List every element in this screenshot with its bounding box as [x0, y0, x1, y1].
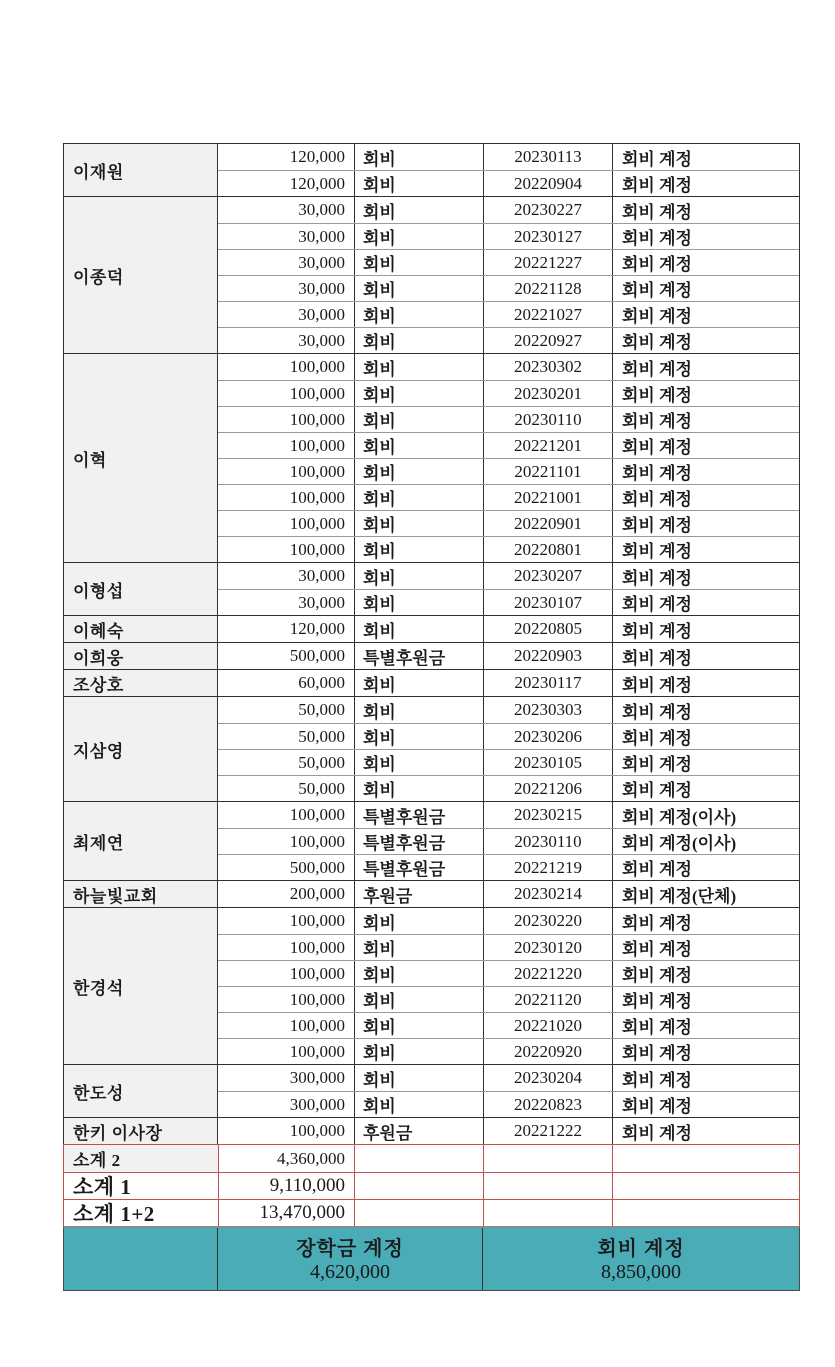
donor-group: [64, 353, 799, 562]
account-cell: 회비 계정: [612, 328, 799, 353]
payment-row: [218, 854, 799, 880]
date-cell: 20230227: [483, 197, 612, 223]
type-cell: 회비: [354, 485, 483, 510]
type-cell: 회비: [354, 1039, 483, 1064]
donor-group-rows: [218, 616, 799, 642]
account-cell: 회비 계정: [612, 485, 799, 510]
amount-cell: 50,000: [298, 778, 345, 798]
amount-cell: 100,000: [289, 911, 345, 930]
subtotal-empty-cell: [483, 1200, 612, 1226]
payment-row: [218, 380, 799, 406]
donor-group-rows: [218, 670, 799, 696]
type-cell: 회비: [354, 250, 483, 275]
date-cell: 20221219: [483, 855, 612, 880]
amount-cell: 30,000: [298, 252, 345, 272]
donor-name-cell: 하늘빛교회: [64, 881, 218, 907]
payment-row: [218, 249, 799, 275]
donor-group: [64, 1064, 799, 1117]
donor-group-rows: [218, 802, 799, 880]
type-cell: 회비: [354, 724, 483, 749]
date-cell: 20230214: [483, 881, 612, 907]
amount-cell: 100,000: [289, 1041, 345, 1061]
donor-group: [64, 907, 799, 1064]
subtotal-label: 소계 1+2: [73, 1202, 155, 1226]
donor-group: [64, 642, 799, 669]
account-cell: 회비 계정: [612, 537, 799, 562]
amount-cell: 200,000: [289, 884, 345, 903]
amount-cell: 100,000: [289, 435, 345, 455]
donor-group-rows: [218, 1118, 799, 1144]
account-cell: 회비 계정: [612, 511, 799, 536]
payment-row: [218, 170, 799, 196]
type-cell: 회비: [354, 171, 483, 196]
type-cell: 후원금: [354, 881, 483, 907]
donor-name-cell: 이재원: [64, 144, 218, 196]
account-cell: 회비 계정: [612, 1013, 799, 1038]
type-cell: 회비: [354, 935, 483, 960]
date-cell: 20221027: [483, 302, 612, 327]
type-cell: 회비: [354, 1013, 483, 1038]
donor-name-cell: 이희웅: [64, 643, 218, 669]
amount-cell: 100,000: [289, 513, 345, 533]
payment-row: [218, 354, 799, 380]
date-cell: 20220904: [483, 171, 612, 196]
account-cell: 회비 계정: [612, 961, 799, 986]
payment-row: [218, 697, 799, 723]
payment-row: [218, 670, 799, 696]
date-cell: 20220927: [483, 328, 612, 353]
account-cell: 회비 계정: [612, 250, 799, 275]
date-cell: 20230204: [483, 1065, 612, 1091]
amount-cell: 30,000: [298, 278, 345, 298]
account-cell: 회비 계정: [612, 670, 799, 696]
subtotal-row: [64, 1172, 799, 1199]
amount-cell: 30,000: [298, 304, 345, 324]
payment-row: [218, 589, 799, 615]
date-cell: 20221222: [483, 1118, 612, 1144]
subtotal-empty-cell: [612, 1200, 799, 1226]
scholarship-account-summary: [218, 1228, 483, 1290]
date-cell: 20230127: [483, 224, 612, 249]
account-cell: 회비 계정: [612, 643, 799, 669]
type-cell: 회비: [354, 302, 483, 327]
account-cell: 회비 계정: [612, 381, 799, 406]
type-cell: 특별후원금: [354, 829, 483, 854]
scholarship-account-amount: 4,620,000: [310, 1261, 390, 1283]
subtotal-empty-cell: [354, 1173, 483, 1199]
amount-cell: 100,000: [289, 461, 345, 481]
payment-row: [218, 301, 799, 327]
account-cell: 회비 계정: [612, 563, 799, 589]
donor-group: [64, 196, 799, 353]
subtotal-amount: 9,110,000: [218, 1173, 354, 1199]
donor-group: [64, 801, 799, 880]
ledger-sheet: [63, 143, 800, 1291]
payment-row: [218, 986, 799, 1012]
membership-account-label: 회비 계정: [597, 1238, 685, 1260]
amount-cell: 100,000: [289, 383, 345, 403]
account-cell: 회비 계정(이사): [612, 802, 799, 828]
amount-cell: 100,000: [289, 963, 345, 983]
type-cell: 회비: [354, 670, 483, 696]
type-cell: 회비: [354, 987, 483, 1012]
date-cell: 20230206: [483, 724, 612, 749]
type-cell: 회비: [354, 697, 483, 723]
payment-row: [218, 934, 799, 960]
account-cell: 회비 계정: [612, 724, 799, 749]
donor-group-rows: [218, 881, 799, 907]
amount-cell: 50,000: [298, 726, 345, 746]
account-cell: 회비 계정: [612, 935, 799, 960]
account-cell: 회비 계정: [612, 616, 799, 642]
payment-row: [218, 643, 799, 669]
donor-group: [64, 696, 799, 801]
donor-table: [63, 143, 800, 1144]
donor-group-rows: [218, 144, 799, 196]
date-cell: 20230110: [483, 407, 612, 432]
date-cell: 20221220: [483, 961, 612, 986]
amount-cell: 30,000: [298, 226, 345, 246]
payment-row: [218, 406, 799, 432]
payment-row: [218, 275, 799, 301]
account-cell: 회비 계정: [612, 1039, 799, 1064]
payment-row: [218, 510, 799, 536]
payment-row: [218, 1038, 799, 1064]
date-cell: 20220823: [483, 1092, 612, 1117]
account-cell: 회비 계정: [612, 750, 799, 775]
type-cell: 회비: [354, 563, 483, 589]
type-cell: 회비: [354, 511, 483, 536]
donor-name-cell: 지삼영: [64, 697, 218, 801]
type-cell: 회비: [354, 908, 483, 934]
payment-row: [218, 802, 799, 828]
type-cell: 회비: [354, 590, 483, 615]
amount-cell: 60,000: [298, 673, 345, 692]
account-cell: 회비 계정: [612, 433, 799, 458]
amount-cell: 50,000: [298, 700, 345, 719]
donor-group-rows: [218, 197, 799, 353]
account-cell: 회비 계정: [612, 1118, 799, 1144]
account-cell: 회비 계정(이사): [612, 829, 799, 854]
date-cell: 20230117: [483, 670, 612, 696]
payment-row: [218, 144, 799, 170]
account-cell: 회비 계정: [612, 776, 799, 801]
type-cell: 회비: [354, 1065, 483, 1091]
donor-name-cell: 이형섭: [64, 563, 218, 615]
subtotal-amount: 13,470,000: [218, 1200, 354, 1226]
donor-name-cell: 이종덕: [64, 197, 218, 353]
date-cell: 20221020: [483, 1013, 612, 1038]
amount-cell: 100,000: [289, 831, 345, 851]
donor-group-rows: [218, 563, 799, 615]
type-cell: 회비: [354, 276, 483, 301]
date-cell: 20221001: [483, 485, 612, 510]
date-cell: 20220920: [483, 1039, 612, 1064]
date-cell: 20221206: [483, 776, 612, 801]
subtotal-empty-cell: [612, 1145, 799, 1172]
amount-cell: 500,000: [289, 646, 345, 665]
type-cell: 회비: [354, 354, 483, 380]
payment-row: [218, 327, 799, 353]
account-cell: 회비 계정: [612, 590, 799, 615]
subtotal-row: [64, 1199, 799, 1226]
type-cell: 회비: [354, 224, 483, 249]
date-cell: 20230207: [483, 563, 612, 589]
account-cell: 회비 계정: [612, 908, 799, 934]
amount-cell: 100,000: [289, 539, 345, 559]
amount-cell: 120,000: [289, 173, 345, 193]
amount-cell: 30,000: [298, 566, 345, 585]
payment-row: [218, 458, 799, 484]
account-cell: 회비 계정: [612, 197, 799, 223]
date-cell: 20230105: [483, 750, 612, 775]
amount-cell: 100,000: [289, 937, 345, 957]
subtotal-label: 소계 2: [64, 1145, 218, 1172]
amount-cell: 120,000: [289, 147, 345, 166]
account-cell: 회비 계정: [612, 276, 799, 301]
date-cell: 20220901: [483, 511, 612, 536]
payment-row: [218, 616, 799, 642]
account-cell: 회비 계정: [612, 1065, 799, 1091]
subtotal-row: [64, 1145, 799, 1172]
payment-row: [218, 723, 799, 749]
donor-name-cell: 한키 이사장: [64, 1118, 218, 1144]
amount-cell: 30,000: [298, 592, 345, 612]
donor-name-cell: 이혁: [64, 354, 218, 562]
donor-group: [64, 669, 799, 696]
subtotal-section: [63, 1144, 800, 1226]
subtotal-empty-cell: [483, 1173, 612, 1199]
account-cell: 회비 계정: [612, 354, 799, 380]
date-cell: 20230215: [483, 802, 612, 828]
amount-cell: 100,000: [289, 805, 345, 824]
amount-cell: 100,000: [289, 357, 345, 376]
amount-cell: 500,000: [289, 857, 345, 877]
payment-row: [218, 908, 799, 934]
payment-row: [218, 536, 799, 562]
account-cell: 회비 계정: [612, 171, 799, 196]
payment-row: [218, 223, 799, 249]
amount-cell: 100,000: [289, 1015, 345, 1035]
type-cell: 회비: [354, 750, 483, 775]
account-cell: 회비 계정: [612, 987, 799, 1012]
date-cell: 20220805: [483, 616, 612, 642]
account-cell: 회비 계정: [612, 224, 799, 249]
account-summary-footer: [63, 1226, 800, 1291]
account-cell: 회비 계정: [612, 407, 799, 432]
payment-row: [218, 1118, 799, 1144]
subtotal-empty-cell: [483, 1145, 612, 1172]
type-cell: 특별후원금: [354, 802, 483, 828]
subtotal-label: 소계 1: [73, 1175, 132, 1199]
amount-cell: 300,000: [289, 1094, 345, 1114]
date-cell: 20220801: [483, 537, 612, 562]
type-cell: 회비: [354, 961, 483, 986]
type-cell: 회비: [354, 537, 483, 562]
subtotal-empty-cell: [354, 1200, 483, 1226]
summary-blank-cell: [64, 1228, 218, 1290]
donor-group: [64, 562, 799, 615]
date-cell: 20221120: [483, 987, 612, 1012]
account-cell: 회비 계정: [612, 855, 799, 880]
amount-cell: 120,000: [289, 619, 345, 638]
account-cell: 회비 계정: [612, 1092, 799, 1117]
donor-group-rows: [218, 1065, 799, 1117]
amount-cell: 300,000: [289, 1068, 345, 1087]
payment-row: [218, 197, 799, 223]
amount-cell: 100,000: [289, 989, 345, 1009]
account-cell: 회비 계정: [612, 144, 799, 170]
date-cell: 20221128: [483, 276, 612, 301]
type-cell: 회비: [354, 197, 483, 223]
amount-cell: 30,000: [298, 200, 345, 219]
type-cell: 특별후원금: [354, 855, 483, 880]
donor-name-cell: 한경석: [64, 908, 218, 1064]
date-cell: 20230201: [483, 381, 612, 406]
payment-row: [218, 432, 799, 458]
date-cell: 20221101: [483, 459, 612, 484]
amount-cell: 100,000: [289, 1121, 345, 1140]
type-cell: 회비: [354, 407, 483, 432]
payment-row: [218, 1091, 799, 1117]
date-cell: 20230110: [483, 829, 612, 854]
type-cell: 회비: [354, 144, 483, 170]
donor-group: [64, 615, 799, 642]
donor-name-cell: 한도성: [64, 1065, 218, 1117]
donor-group-rows: [218, 643, 799, 669]
date-cell: 20221227: [483, 250, 612, 275]
amount-cell: 100,000: [289, 487, 345, 507]
date-cell: 20230107: [483, 590, 612, 615]
type-cell: 회비: [354, 328, 483, 353]
date-cell: 20230120: [483, 935, 612, 960]
type-cell: 회비: [354, 433, 483, 458]
type-cell: 회비: [354, 776, 483, 801]
type-cell: 회비: [354, 381, 483, 406]
payment-row: [218, 828, 799, 854]
amount-cell: 100,000: [289, 409, 345, 429]
date-cell: 20230302: [483, 354, 612, 380]
date-cell: 20230220: [483, 908, 612, 934]
scholarship-account-label: 장학금 계정: [296, 1238, 404, 1260]
donor-group: [64, 1117, 799, 1144]
subtotal-amount: 4,360,000: [218, 1145, 354, 1172]
membership-account-summary: [483, 1228, 799, 1290]
date-cell: 20230303: [483, 697, 612, 723]
donor-group: [64, 880, 799, 907]
donor-group: [64, 144, 799, 196]
type-cell: 회비: [354, 459, 483, 484]
date-cell: 20230113: [483, 144, 612, 170]
date-cell: 20221201: [483, 433, 612, 458]
account-cell: 회비 계정(단체): [612, 881, 799, 907]
amount-cell: 30,000: [298, 330, 345, 350]
payment-row: [218, 1012, 799, 1038]
type-cell: 특별후원금: [354, 643, 483, 669]
payment-row: [218, 1065, 799, 1091]
donor-name-cell: 조상호: [64, 670, 218, 696]
donor-name-cell: 최제연: [64, 802, 218, 880]
payment-row: [218, 881, 799, 907]
type-cell: 회비: [354, 616, 483, 642]
account-cell: 회비 계정: [612, 459, 799, 484]
payment-row: [218, 484, 799, 510]
donor-group-rows: [218, 908, 799, 1064]
account-cell: 회비 계정: [612, 697, 799, 723]
payment-row: [218, 775, 799, 801]
subtotal-empty-cell: [612, 1173, 799, 1199]
amount-cell: 50,000: [298, 752, 345, 772]
type-cell: 회비: [354, 1092, 483, 1117]
subtotal-empty-cell: [354, 1145, 483, 1172]
donor-group-rows: [218, 354, 799, 562]
type-cell: 후원금: [354, 1118, 483, 1144]
membership-account-amount: 8,850,000: [601, 1261, 681, 1283]
payment-row: [218, 563, 799, 589]
date-cell: 20220903: [483, 643, 612, 669]
donor-group-rows: [218, 697, 799, 801]
payment-row: [218, 960, 799, 986]
donor-name-cell: 이혜숙: [64, 616, 218, 642]
payment-row: [218, 749, 799, 775]
account-cell: 회비 계정: [612, 302, 799, 327]
